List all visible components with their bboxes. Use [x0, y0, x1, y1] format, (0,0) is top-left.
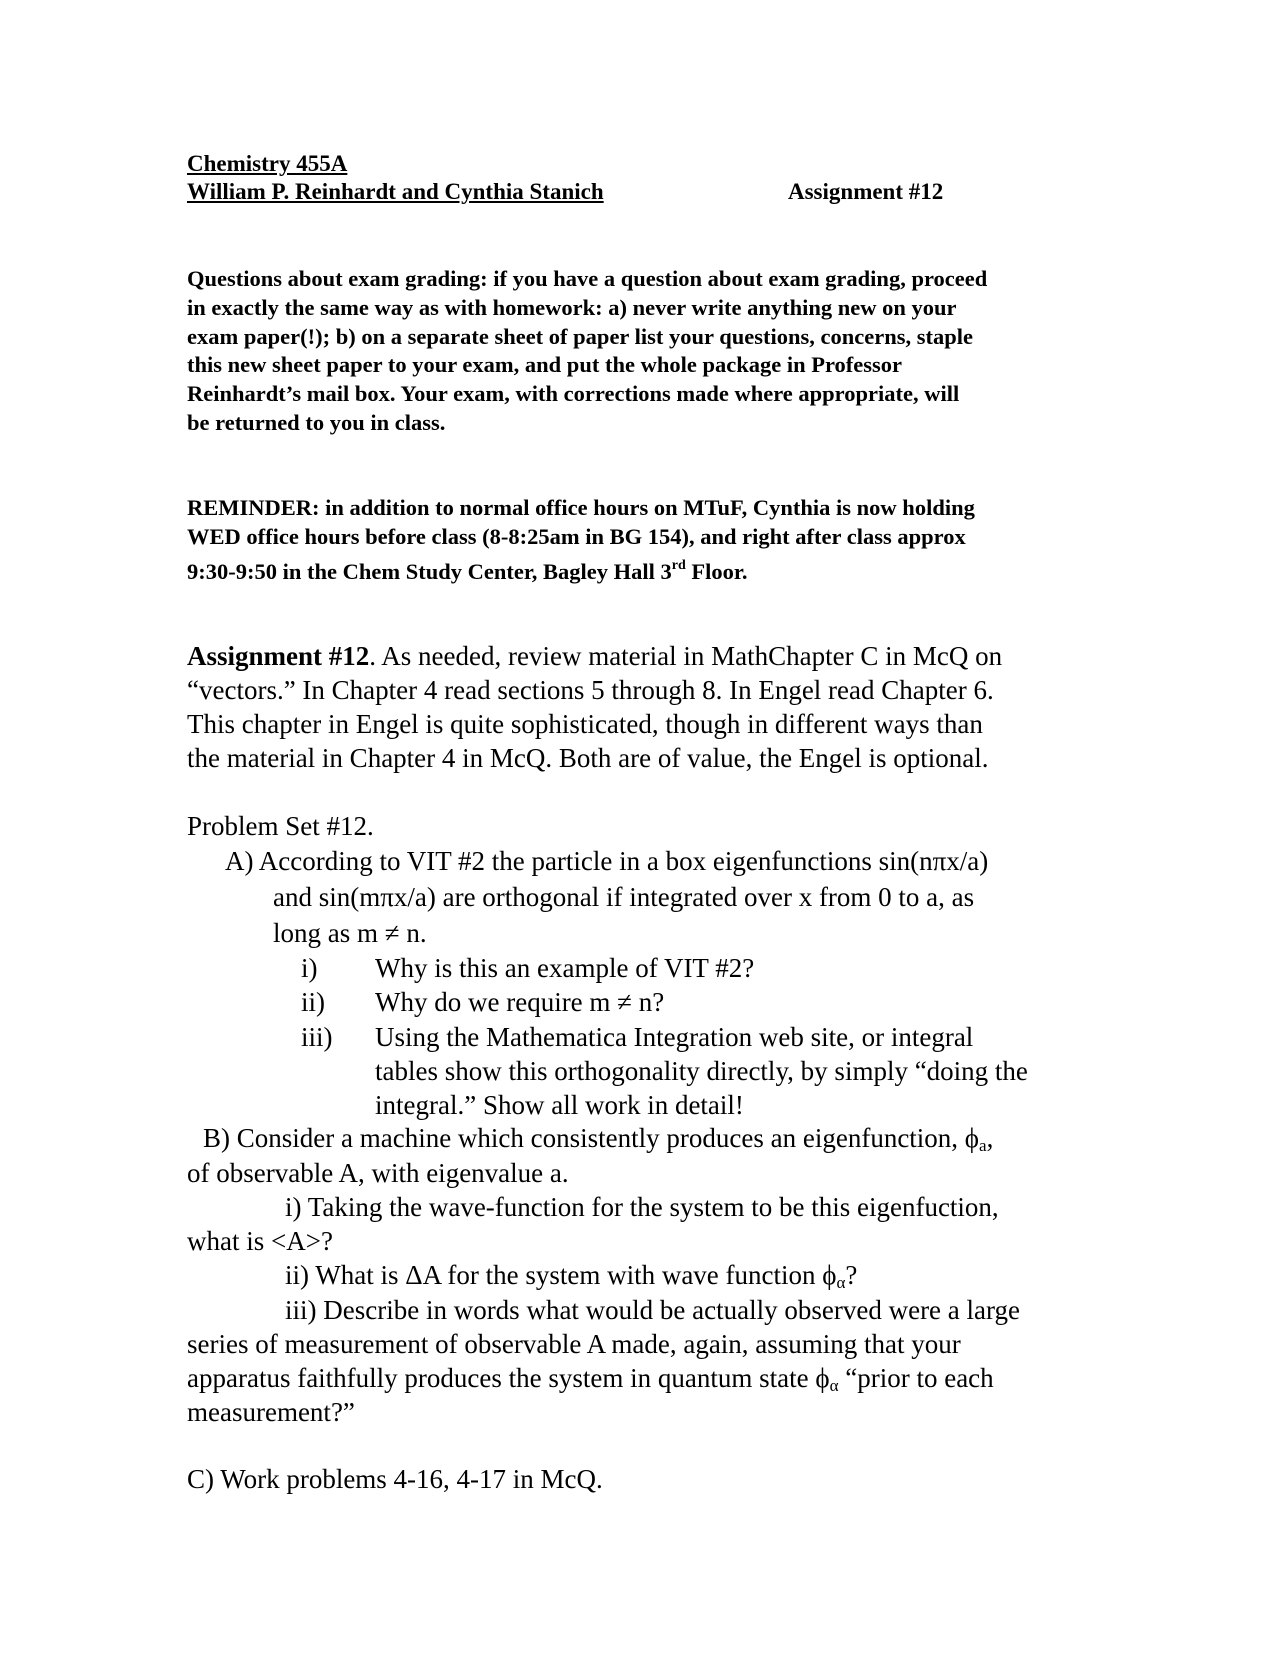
problem-b-line-1: B) Consider a machine which consistently produces an eigenfunction, $\phi_a$,	[203, 1123, 994, 1155]
problem-a-line-1: A) According to VIT #2 the particle in a box eigenfunctions sin(nπx/a)	[225, 846, 989, 876]
assignment-number: Assignment #12	[788, 179, 944, 204]
problem-a-line-2: and sin(mπx/a) are orthogonal if integrated over x from 0 to a, as	[273, 882, 975, 912]
grading-notice	[187, 265, 1087, 438]
grading-line: Questions about exam grading: if you have a question about exam grading, proceed	[187, 266, 988, 291]
problem-b-ii: ii) What is ΔA for the system with wave function $\phi_\alpha$?	[285, 1260, 858, 1292]
problem-b-iii-line-4: measurement?”	[187, 1397, 355, 1427]
grading-line: be returned to you in class.	[187, 409, 446, 435]
reminder-line-2: WED office hours before class (8-8:25am in BG 154), and right after class approx	[187, 523, 966, 549]
problem-a-i-text: Why is this an example of VIT #2?	[375, 953, 755, 983]
grading-line: Reinhardt’s mail box. Your exam, with corrections made where appropriate, will	[187, 381, 960, 407]
intro-line-2: “vectors.” In Chapter 4 read sections 5 through 8. In Engel read Chapter 6.	[187, 675, 994, 705]
problem-b-line-2: of observable A, with eigenvalue a.	[187, 1158, 569, 1188]
problem-a-iii-line-1: Using the Mathematica Integration web site, or integral	[375, 1022, 974, 1052]
problem-a-ii-text: Why do we require m ≠ n?	[375, 987, 665, 1017]
problem-a-iii-number: iii)	[301, 1022, 333, 1052]
intro-line-1: Assignment #12. As needed, review material in MathChapter C in McQ on	[187, 641, 1003, 671]
problem-a-iii-line-3: integral.” Show all work in detail!	[375, 1090, 744, 1120]
problem-a-line-3: long as m ≠ n.	[273, 918, 427, 948]
grading-line: this new sheet paper to your exam, and put the whole package in Professor	[187, 352, 903, 378]
grading-line: exam paper(!); b) on a separate sheet of paper list your questions, concerns, staple	[187, 323, 973, 349]
problem-set-title: Problem Set #12.	[187, 811, 374, 841]
assignment-label: Assignment #12	[187, 641, 370, 671]
problem-a-i-number: i)	[301, 953, 318, 983]
problem-b-iii-line-1: iii) Describe in words what would be actually observed were a large	[285, 1295, 1020, 1325]
problem-b-iii-line-3: apparatus faithfully produces the system in quantum state $\phi_\alpha$ “prior to each	[187, 1363, 994, 1395]
problem-c: C) Work problems 4-16, 4-17 in McQ.	[187, 1464, 603, 1494]
intro-line-3: This chapter in Engel is quite sophisticated, though in different ways than	[187, 709, 983, 739]
reminder-line-3: 9:30-9:50 in the Chem Study Center, Bagley Hall 3rd Floor.	[187, 557, 748, 584]
course-title: Chemistry 455A	[187, 151, 348, 176]
grading-line: in exactly the same way as with homework: a) never write anything new on your	[187, 294, 957, 320]
intro-line-4: the material in Chapter 4 in McQ. Both are of value, the Engel is optional.	[187, 743, 989, 773]
problem-a-ii-number: ii)	[301, 987, 325, 1017]
instructors: William P. Reinhardt and Cynthia Stanich	[187, 179, 604, 204]
problem-b-i-line-1: i) Taking the wave-function for the system to be this eigenfuction,	[285, 1192, 999, 1222]
reminder-line-1: REMINDER: in addition to normal office hours on MTuF, Cynthia is now holding	[187, 495, 975, 520]
problem-a-iii-line-2: tables show this orthogonality directly, by simply “doing the	[375, 1056, 1028, 1086]
problem-b-iii-line-2: series of measurement of observable A made, again, assuming that your	[187, 1329, 961, 1359]
problem-b-i-line-2: what is <A>?	[187, 1226, 333, 1256]
reminder-notice	[187, 494, 1087, 586]
